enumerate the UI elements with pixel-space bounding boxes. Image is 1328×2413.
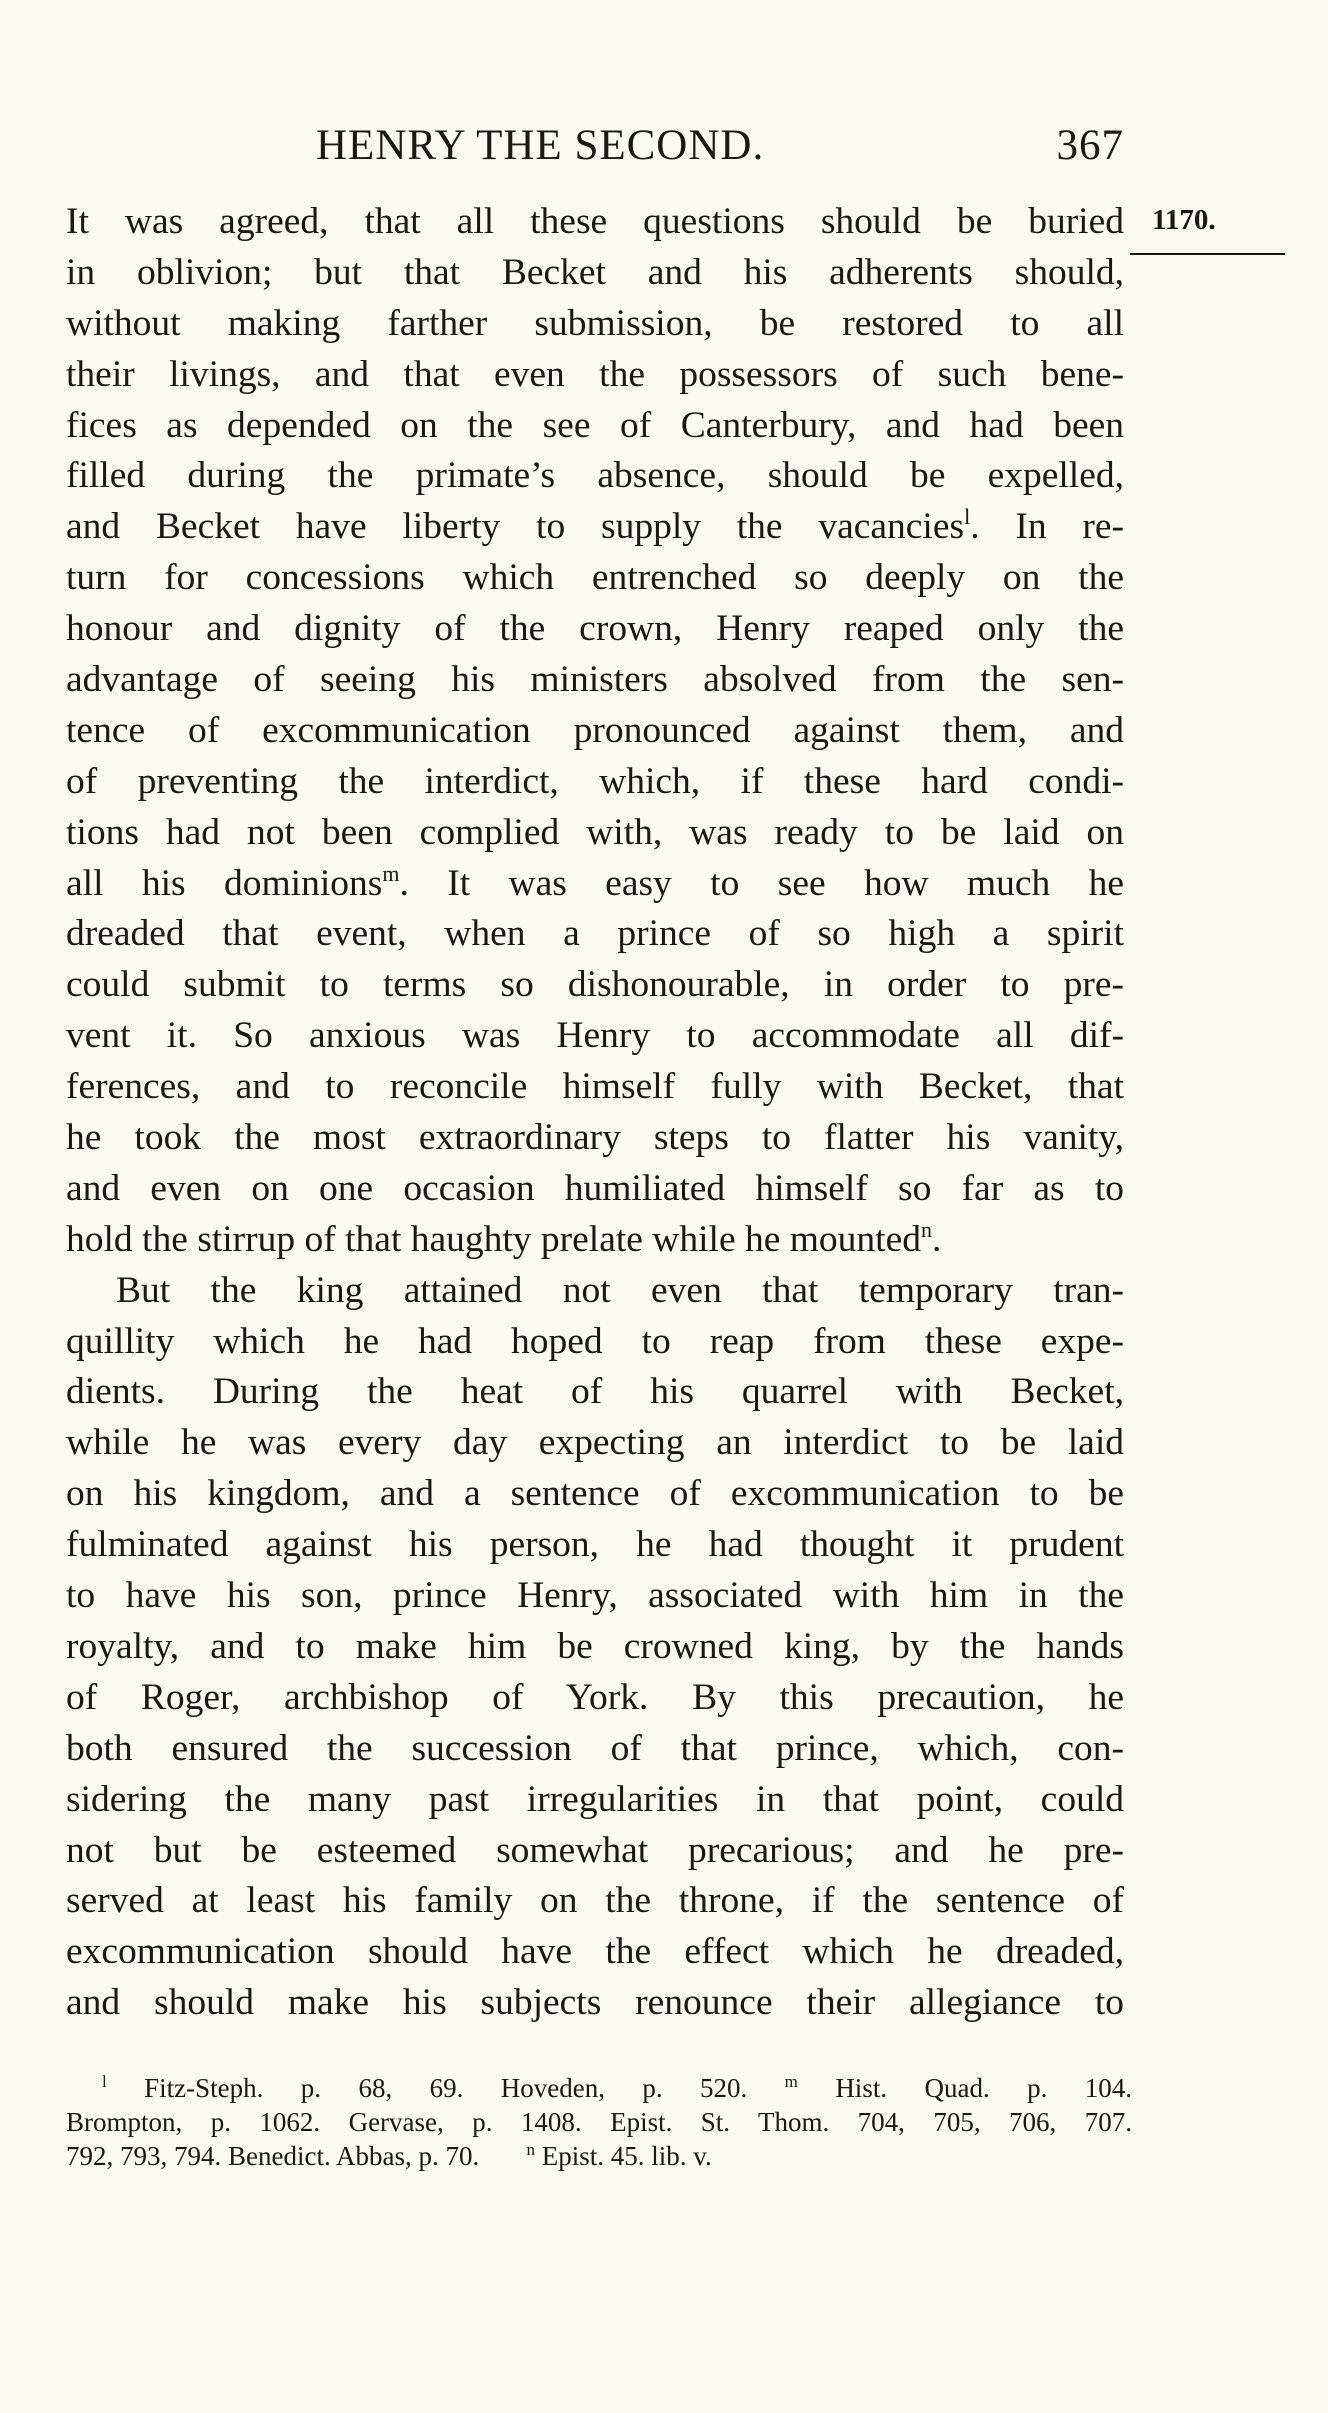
- text-line: not but be esteemed somewhat precarious; and he pre-: [66, 1829, 1124, 1871]
- text-line: all his dominions$^m$. It was easy to see how much he: [66, 860, 1125, 904]
- footnote-mark-n: n: [526, 2140, 535, 2159]
- text-line: filled during the primate’s absence, should be expelled,: [66, 455, 1124, 497]
- page-number: 367: [1056, 122, 1124, 169]
- text-line: advantage of seeing his ministers absolved from the sen-: [66, 659, 1124, 701]
- running-title: HENRY THE SECOND.: [316, 122, 765, 169]
- text-line: on his kingdom, and a sentence of excommunication to be: [66, 1473, 1124, 1515]
- text-line: served at least his family on the throne, if the sentence of: [66, 1880, 1124, 1922]
- footnote-line: 792, 793, 794. Benedict. Abbas, p. 70. $^n$ Epist. 45. lib. v.: [66, 2140, 712, 2171]
- footnote-line: Brompton, p. 1062. Gervase, p. 1408. Epist. St. Thom. 704, 705, 706, 707.: [66, 2107, 1132, 2137]
- footnote-ref-m: m: [382, 860, 400, 886]
- text-line: tions had not been complied with, was ready to be laid on: [66, 811, 1124, 853]
- text-line: and Becket have liberty to supply the vacancies$^l$. In re-: [66, 504, 1125, 548]
- text-line: quillity which he had hoped to reap from these expe-: [66, 1320, 1124, 1362]
- footnote-line: [66, 2071, 1132, 2105]
- footnote-ref-l: l: [964, 504, 971, 530]
- text-line: in oblivion; but that Becket and his adherents should,: [66, 251, 1124, 293]
- footnote-mark-l: l: [102, 2072, 107, 2091]
- text-line: hold the stirrup of that haughty prelate while he mounted$^n$.: [66, 1216, 942, 1260]
- text-line: and should make his subjects renounce their allegiance to: [66, 1982, 1124, 2024]
- footnotes: [66, 2071, 1132, 2173]
- text-line: of preventing the interdict, which, if these hard condi-: [66, 760, 1124, 802]
- text-line: dients. During the heat of his quarrel with Becket,: [66, 1371, 1124, 1413]
- text-line: turn for concessions which entrenched so deeply on the: [66, 557, 1124, 599]
- text-line: excommunication should have the effect which he dreaded,: [66, 1931, 1124, 1973]
- text-line: royalty, and to make him be crowned king, by the hands: [66, 1625, 1124, 1667]
- text-line: sidering the many past irregularities in that point, could: [66, 1778, 1124, 1820]
- text-line: fulminated against his person, he had thought it prudent: [66, 1524, 1124, 1566]
- text-line: and even on one occasion humiliated himself so far as to: [66, 1167, 1124, 1209]
- footnote-n: $^n$ Epist. 45. lib. v.: [526, 2140, 712, 2171]
- text-line: he took the most extraordinary steps to flatter his vanity,: [66, 1117, 1124, 1159]
- text-line: dreaded that event, when a prince of so high a spirit: [66, 913, 1124, 955]
- footnote-l: $^l$ Fitz-Steph. p. 68, 69. Hoveden, p. 520.: [102, 2072, 748, 2103]
- text-line: while he was every day expecting an interdict to be laid: [66, 1422, 1124, 1464]
- text-line: It was agreed, that all these questions should be buried: [66, 201, 1124, 242]
- text-line: to have his son, prince Henry, associated with him in the: [66, 1575, 1124, 1617]
- body-text: [66, 197, 1124, 2029]
- text-line: could submit to terms so dishonourable, in order to pre-: [66, 964, 1124, 1006]
- footnote-ref-n: n: [921, 1216, 932, 1242]
- footnote-m: $^m$ Hist. Quad. p. 104.: [784, 2072, 1133, 2103]
- text-line: tence of excommunication pronounced against them, and: [66, 709, 1124, 751]
- text-line: both ensured the succession of that prince, which, con-: [66, 1727, 1124, 1769]
- paragraph-start-line: But the king attained not even that temporary tran-: [116, 1269, 1124, 1311]
- text-line: honour and dignity of the crown, Henry reaped only the: [66, 608, 1124, 650]
- text-line: vent it. So anxious was Henry to accommodate all dif-: [66, 1015, 1124, 1057]
- text-line: fices as depended on the see of Canterbury, and had been: [66, 404, 1124, 446]
- text-line: their livings, and that even the possessors of such bene-: [66, 353, 1124, 395]
- text-line: ferences, and to reconcile himself fully with Becket, that: [66, 1066, 1124, 1108]
- text-line: of Roger, archbishop of York. By this precaution, he: [66, 1676, 1124, 1718]
- text-line: without making farther submission, be restored to all: [66, 302, 1124, 344]
- margin-rule: [1130, 253, 1285, 255]
- footnote-mark-m: m: [784, 2072, 798, 2091]
- margin-year: 1170.: [1152, 204, 1216, 236]
